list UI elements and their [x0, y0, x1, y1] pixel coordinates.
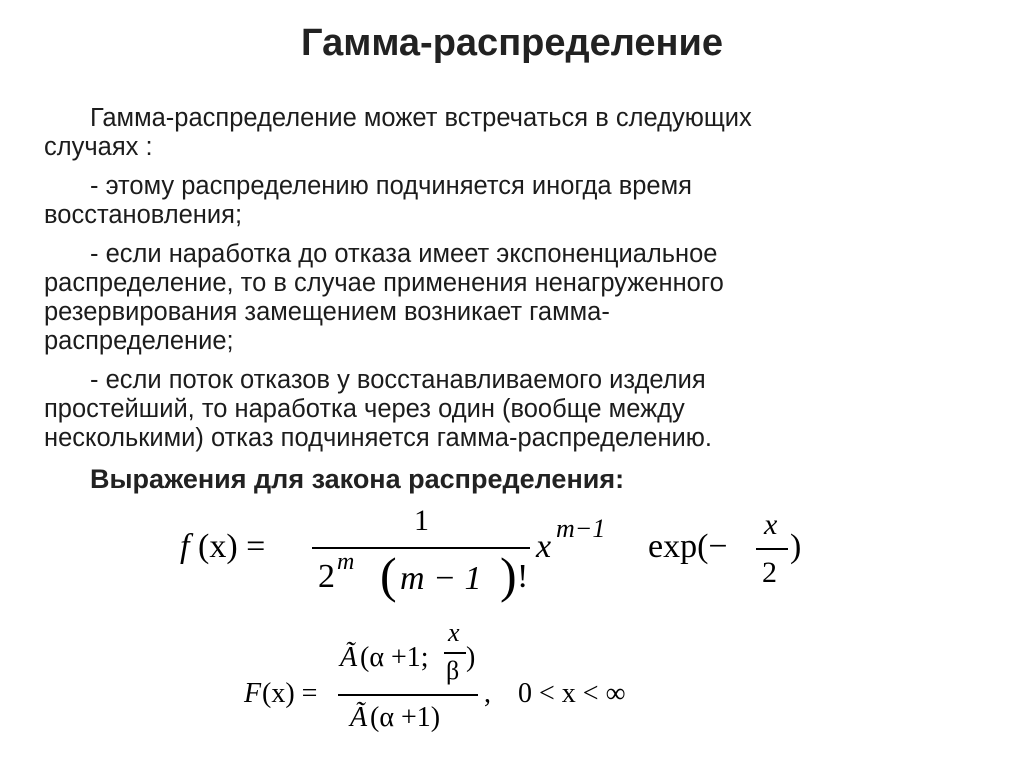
- paragraph-intro-line1: Гамма-распределение может встречаться в следующих: [90, 104, 752, 132]
- f1-lhs-arg: (x) =: [198, 528, 266, 565]
- f1-exp-frac-num: x: [764, 508, 778, 541]
- f2-den-args: (α +1): [370, 702, 441, 733]
- f1-den-base: 2: [318, 558, 335, 595]
- f2-inner-fraction-bar: [444, 652, 466, 654]
- slide-title: Гамма-распределение: [301, 22, 723, 64]
- f2-lhs-arg: (x) =: [262, 678, 318, 709]
- f1-numerator: 1: [414, 504, 429, 537]
- paragraph-case-3-line3: несколькими) отказ подчиняется гамма-распределению.: [44, 424, 712, 452]
- paragraph-intro-line2: случаях :: [44, 133, 153, 161]
- f2-comma: ,: [484, 678, 491, 709]
- paragraph-case-2-line1: - если наработка до отказа имеет экспоненциальное: [90, 240, 718, 268]
- f1-exp-fraction-bar: [756, 548, 788, 550]
- paragraph-case-2: [44, 240, 924, 356]
- f1-x-exponent: m−1: [556, 514, 606, 543]
- f2-lhs-F: F: [244, 678, 262, 709]
- paragraph-case-2-line2: распределение, то в случае применения ненагруженного: [44, 269, 724, 297]
- f1-lhs-f: f: [180, 528, 190, 565]
- paragraph-case-1-line1: - этому распределению подчиняется иногда время: [90, 172, 692, 200]
- f2-num-frac-num: x: [448, 618, 460, 647]
- paragraph-case-2-line4: распределение;: [44, 327, 234, 355]
- f2-num-close: ): [466, 642, 476, 673]
- f2-fraction-bar: [338, 694, 478, 696]
- f1-exp: exp(−: [648, 528, 728, 565]
- f1-den-paren-open: (: [380, 547, 397, 603]
- f2-den-A: Ã: [350, 702, 368, 733]
- paragraph-case-3-line1: - если поток отказов у восстанавливаемого изделия: [90, 366, 706, 394]
- f1-close: ): [790, 528, 802, 565]
- paragraph-case-1: [44, 172, 924, 230]
- paragraph-case-3-line2: простейший, то наработка через один (вообще между: [44, 395, 685, 423]
- paragraph-case-1-line2: восстановления;: [44, 201, 243, 229]
- f1-den-inner: m − 1: [400, 560, 482, 597]
- f2-num-args: (α +1;: [360, 642, 429, 673]
- formulas-heading: Выражения для закона распределения:: [90, 464, 625, 494]
- f1-exp-frac-den: 2: [762, 556, 777, 589]
- paragraph-intro: [44, 104, 924, 162]
- f1-x: x: [536, 528, 552, 565]
- f1-den-exponent: m: [337, 549, 355, 575]
- f2-domain: 0 < x < ∞: [518, 678, 626, 709]
- f1-den-paren-close: ): [500, 547, 517, 603]
- paragraph-case-2-line3: резервирования замещением возникает гамма-: [44, 298, 610, 326]
- paragraph-case-3: [44, 366, 924, 453]
- f1-den-factorial: !: [517, 558, 529, 595]
- f2-num-frac-den: β: [446, 656, 460, 685]
- f2-num-A: Ã: [340, 642, 358, 673]
